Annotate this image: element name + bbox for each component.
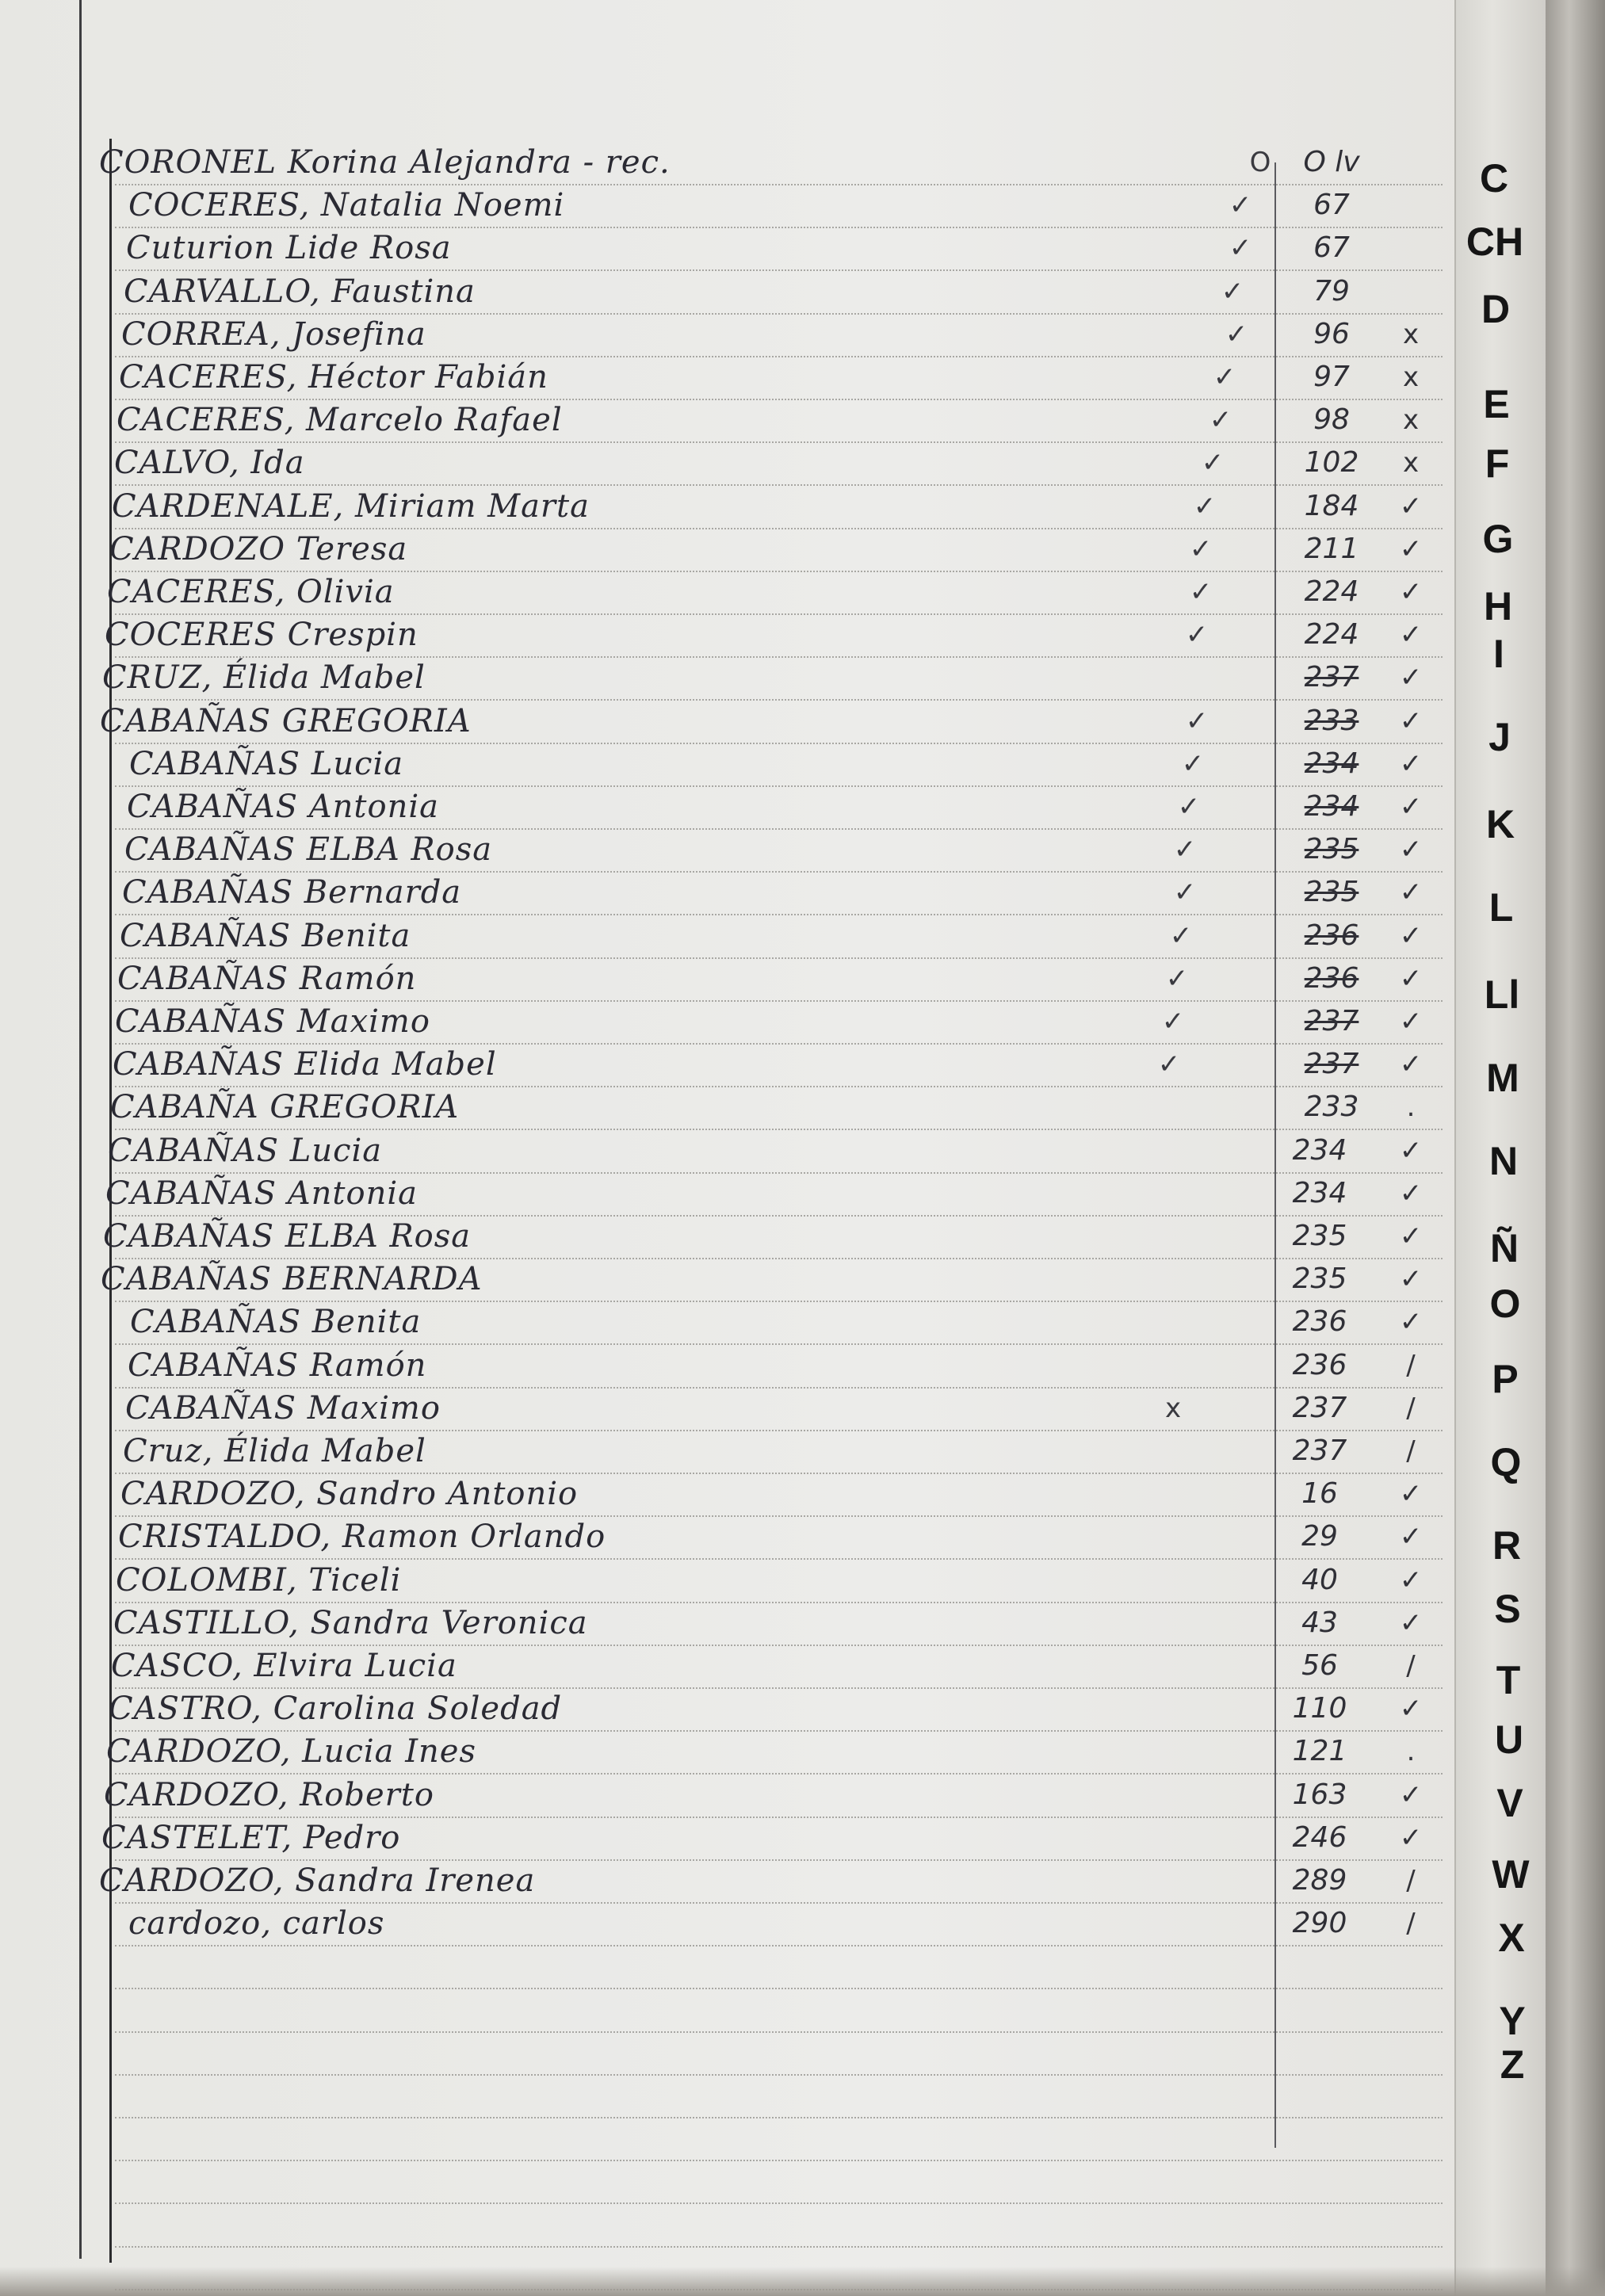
entry-tick-mark: x xyxy=(1402,318,1420,350)
entry-tick-mark: ✓ xyxy=(1399,1693,1423,1725)
index-tab-q[interactable]: Q xyxy=(1490,1440,1522,1484)
entry-check-mark: ✓ xyxy=(1209,404,1232,437)
entry-name: CALVO, Ida xyxy=(114,445,305,482)
entry-tick-mark: ✓ xyxy=(1399,747,1423,780)
entry-tick-mark: ✓ xyxy=(1399,619,1423,651)
entry-check-mark: ✓ xyxy=(1213,361,1236,393)
entry-number: 290 xyxy=(1292,1907,1347,1940)
entry-tick-mark: ✓ xyxy=(1399,919,1423,952)
entry-number: 235 xyxy=(1304,876,1359,909)
entry-number: 97 xyxy=(1313,361,1350,393)
entry-name: CABAÑAS Lucia xyxy=(108,1132,383,1169)
entry-check-mark xyxy=(1157,1732,1189,1771)
entry-number: 237 xyxy=(1304,661,1359,694)
entry-number: 235 xyxy=(1304,833,1359,866)
entry-tick-mark xyxy=(1391,272,1431,311)
entry-number: 67 xyxy=(1313,189,1350,222)
index-tab-f[interactable]: F xyxy=(1485,441,1510,486)
entry-tick-mark: ✓ xyxy=(1399,1263,1423,1296)
entry-name: CABAÑAS GREGORIA xyxy=(100,702,472,739)
entry-check-mark: ✓ xyxy=(1225,318,1248,350)
index-tab-z[interactable]: Z xyxy=(1500,2042,1525,2087)
entry-number: 233 xyxy=(1304,704,1359,737)
entry-number: 234 xyxy=(1292,1133,1347,1167)
entry-tick-mark: ✓ xyxy=(1399,962,1423,995)
entry-check-mark: O xyxy=(1249,147,1271,178)
entry-name: Cuturion Lide Rosa xyxy=(126,230,452,267)
entry-number: 224 xyxy=(1304,618,1359,651)
entry-tick-mark: ✓ xyxy=(1399,705,1423,737)
entry-check-mark: ✓ xyxy=(1173,834,1197,866)
entry-check-mark: ✓ xyxy=(1229,232,1252,265)
entry-check-mark xyxy=(1157,1087,1189,1127)
entry-number: 235 xyxy=(1292,1220,1347,1252)
entry-name: CRISTALDO, Ramon Orlando xyxy=(118,1519,606,1556)
entry-number: 102 xyxy=(1304,446,1359,479)
entry-check-mark: ✓ xyxy=(1185,619,1209,651)
entry-check-mark xyxy=(1157,1561,1189,1600)
entry-name: CABAÑAS Benita xyxy=(120,917,411,954)
entry-check-mark xyxy=(1157,1131,1189,1171)
entry-number: 110 xyxy=(1292,1692,1347,1725)
entry-name: CABAÑA GREGORIA xyxy=(110,1089,460,1126)
entry-name: CARDOZO, Lucia Ines xyxy=(106,1733,476,1771)
entry-number: 56 xyxy=(1301,1649,1338,1682)
entry-number: 236 xyxy=(1304,919,1359,952)
entry-number: 96 xyxy=(1313,317,1350,350)
entry-number: 163 xyxy=(1292,1778,1347,1811)
index-tab-e[interactable]: E xyxy=(1483,382,1510,426)
index-tab-w[interactable]: W xyxy=(1492,1852,1530,1897)
entry-name: CABAÑAS BERNARDA xyxy=(101,1261,483,1298)
entry-tick-mark: ✓ xyxy=(1399,1606,1423,1639)
entry-check-mark: ✓ xyxy=(1189,576,1213,608)
entry-tick-mark: ✓ xyxy=(1399,662,1423,694)
entry-tick-mark: ✓ xyxy=(1399,533,1423,565)
index-tab-p[interactable]: P xyxy=(1492,1357,1519,1401)
entry-name: COLOMBI, Ticeli xyxy=(116,1561,402,1599)
entry-name: CASTRO, Carolina Soledad xyxy=(109,1690,563,1728)
index-tab-u[interactable]: U xyxy=(1494,1717,1524,1762)
entry-check-mark xyxy=(1157,1689,1189,1729)
entry-check-mark xyxy=(1157,1259,1189,1299)
entry-check-mark xyxy=(1157,1174,1189,1213)
entry-check-mark: ✓ xyxy=(1185,705,1209,737)
entry-number: 237 xyxy=(1304,1005,1359,1037)
entry-check-mark: ✓ xyxy=(1177,791,1201,823)
entry-tick-mark: ✓ xyxy=(1399,1306,1423,1339)
entry-tick-mark: ✓ xyxy=(1399,1564,1423,1596)
entry-number: O lv xyxy=(1303,146,1360,178)
index-tab-j[interactable]: J xyxy=(1488,715,1511,759)
entry-tick-mark: / xyxy=(1406,1908,1416,1940)
entry-name: CACERES, Héctor Fabián xyxy=(119,359,548,395)
page-bottom-shadow xyxy=(0,2267,1605,2296)
entry-name: CABAÑAS Antonia xyxy=(127,789,439,825)
entry-check-mark xyxy=(1157,1474,1189,1514)
ruled-line xyxy=(115,2160,1443,2161)
entry-check-mark xyxy=(1157,1217,1189,1256)
entry-tick-mark: . xyxy=(1406,1091,1416,1124)
index-tab-l[interactable]: L xyxy=(1488,885,1514,930)
margin-line xyxy=(79,0,82,2259)
index-tab-k[interactable]: K xyxy=(1485,802,1515,846)
entry-name: cardozo, carlos xyxy=(128,1905,385,1943)
entry-number: 234 xyxy=(1292,1176,1347,1209)
entry-number: 211 xyxy=(1304,532,1359,565)
entry-name: CABAÑAS Bernarda xyxy=(122,874,462,911)
entry-name: CASTILLO, Sandra Veronica xyxy=(113,1604,588,1641)
entry-name: CABAÑAS Maximo xyxy=(125,1389,441,1427)
entry-name: CACERES, Olivia xyxy=(107,574,395,610)
entry-name: CORONEL Korina Alejandra - rec. xyxy=(99,144,671,181)
entry-number: 246 xyxy=(1292,1820,1347,1854)
entry-tick-mark: ✓ xyxy=(1399,1478,1423,1511)
entry-tick-mark: / xyxy=(1406,1349,1416,1381)
entry-name: CARDENALE, Miriam Marta xyxy=(112,487,590,525)
entry-number: 234 xyxy=(1304,747,1359,780)
entry-tick-mark: ✓ xyxy=(1399,1821,1423,1854)
entry-tick-mark: ✓ xyxy=(1399,1177,1423,1209)
entry-number: 236 xyxy=(1292,1348,1347,1381)
entry-name: CARDOZO, Sandra Irenea xyxy=(99,1862,536,1899)
entry-name: CABAÑAS Benita xyxy=(130,1304,422,1341)
index-tab-v[interactable]: V xyxy=(1496,1781,1523,1825)
entry-check-mark xyxy=(1157,1302,1189,1342)
entry-number: 98 xyxy=(1313,403,1350,437)
entry-check-mark: ✓ xyxy=(1157,1049,1181,1081)
entry-check-mark xyxy=(1157,1775,1189,1815)
index-tab-m[interactable]: M xyxy=(1486,1056,1519,1100)
ruled-line xyxy=(115,2202,1443,2204)
entry-tick-mark xyxy=(1391,185,1431,225)
entry-tick-mark: ✓ xyxy=(1399,1049,1423,1081)
index-tab-s[interactable]: S xyxy=(1494,1587,1521,1631)
entry-number: 184 xyxy=(1304,489,1359,522)
entry-tick-mark: ✓ xyxy=(1399,490,1423,522)
entry-tick-mark: ✓ xyxy=(1399,576,1423,608)
ruled-line xyxy=(115,2031,1443,2033)
index-tab-o[interactable]: O xyxy=(1489,1282,1521,1326)
entry-check-mark xyxy=(1157,1646,1189,1686)
ruled-line xyxy=(115,2117,1443,2118)
entry-number: 236 xyxy=(1304,961,1359,995)
entry-name: CARDOZO, Roberto xyxy=(104,1776,434,1813)
entry-name: CRUZ, Élida Mabel xyxy=(102,659,426,697)
entry-check-mark: ✓ xyxy=(1161,1006,1185,1037)
entry-name: CABAÑAS Lucia xyxy=(129,745,404,782)
entry-tick-mark: ✓ xyxy=(1399,834,1423,866)
entry-tick-mark: ✓ xyxy=(1399,791,1423,823)
entry-check-mark: ✓ xyxy=(1173,877,1197,909)
entry-name: COCERES Crespin xyxy=(105,617,418,654)
entry-name: CABAÑAS Maximo xyxy=(115,1003,430,1040)
ruled-line xyxy=(115,1988,1443,1989)
index-tab-r[interactable]: R xyxy=(1492,1523,1522,1568)
entry-name: COCERES, Natalia Noemi xyxy=(128,187,565,224)
entry-check-mark xyxy=(1157,1861,1189,1901)
index-tab-i[interactable]: I xyxy=(1493,632,1504,676)
entry-check-mark: ✓ xyxy=(1221,275,1244,308)
entry-name: Cruz, Élida Mabel xyxy=(123,1433,426,1469)
entry-tick-mark: x xyxy=(1402,404,1420,437)
index-tab-d[interactable]: D xyxy=(1481,287,1511,331)
entry-number: 16 xyxy=(1301,1477,1338,1511)
entry-number: 234 xyxy=(1304,790,1359,823)
entry-check-mark xyxy=(1157,1346,1189,1385)
entry-name: CARDOZO, Sandro Antonio xyxy=(120,1476,579,1513)
entry-tick-mark: x xyxy=(1402,361,1420,393)
entry-check-mark xyxy=(1181,658,1213,697)
entry-tick-mark: / xyxy=(1406,1865,1416,1897)
entry-number: 121 xyxy=(1292,1735,1347,1768)
entry-name: CASCO, Elvira Lucia xyxy=(111,1648,457,1684)
entry-name: CASTELET, Pedro xyxy=(101,1819,401,1856)
ruled-line xyxy=(115,2074,1443,2076)
page-edge xyxy=(1546,0,1605,2296)
index-tab-y[interactable]: Y xyxy=(1499,1999,1526,2043)
entry-name: CABAÑAS Antonia xyxy=(105,1175,418,1212)
entry-name: CABAÑAS ELBA Rosa xyxy=(103,1218,472,1255)
entry-number: 235 xyxy=(1292,1263,1347,1296)
entry-name: CARVALLO, Faustina xyxy=(124,273,476,310)
entry-tick-mark: ✓ xyxy=(1399,877,1423,909)
entry-check-mark: ✓ xyxy=(1165,962,1189,995)
entry-number: 40 xyxy=(1301,1563,1338,1596)
entry-name: CACERES, Marcelo Rafael xyxy=(117,402,563,439)
entry-number: 237 xyxy=(1292,1435,1347,1467)
entry-number: 233 xyxy=(1304,1091,1359,1124)
ruled-line xyxy=(115,2246,1443,2248)
index-tab-ñ[interactable]: Ñ xyxy=(1489,1226,1519,1270)
entry-check-mark: ✓ xyxy=(1229,189,1252,222)
entry-number: 289 xyxy=(1292,1864,1347,1897)
entry-number: 237 xyxy=(1292,1391,1347,1424)
entry-number: 43 xyxy=(1301,1606,1338,1639)
entry-tick-mark: ✓ xyxy=(1399,1521,1423,1553)
entry-name: CORREA, Josefina xyxy=(121,315,426,353)
entry-check-mark: ✓ xyxy=(1189,533,1213,565)
entry-tick-mark: / xyxy=(1406,1650,1416,1682)
index-tab-g[interactable]: G xyxy=(1482,517,1514,561)
index-tab-t[interactable]: T xyxy=(1496,1658,1521,1702)
entry-name: CABAÑAS Elida Mabel xyxy=(113,1046,497,1083)
entry-tick-mark xyxy=(1391,228,1431,268)
entry-check-mark: x xyxy=(1164,1392,1182,1424)
entry-check-mark xyxy=(1157,1431,1189,1471)
entry-check-mark: ✓ xyxy=(1169,919,1193,952)
entry-number: 67 xyxy=(1313,231,1350,265)
ruled-line xyxy=(115,1945,1443,1946)
entry-name: CABAÑAS Ramón xyxy=(128,1347,427,1384)
entry-check-mark: ✓ xyxy=(1201,447,1225,479)
entry-tick-mark: / xyxy=(1406,1435,1416,1467)
entry-tick-mark: ✓ xyxy=(1399,1006,1423,1037)
entry-number: 79 xyxy=(1313,274,1350,308)
entry-check-mark xyxy=(1157,1603,1189,1643)
index-tab-h[interactable]: H xyxy=(1483,584,1513,628)
entry-check-mark: ✓ xyxy=(1181,747,1205,780)
entry-name: CARDOZO Teresa xyxy=(109,530,408,567)
entry-tick-mark: / xyxy=(1406,1392,1416,1424)
entry-tick-mark: ✓ xyxy=(1399,1778,1423,1811)
entry-tick-mark: ✓ xyxy=(1399,1134,1423,1167)
entry-number: 29 xyxy=(1301,1520,1338,1553)
index-tab-x[interactable]: X xyxy=(1498,1916,1525,1960)
entry-name: CABAÑAS Ramón xyxy=(117,960,417,997)
entry-tick-mark: x xyxy=(1402,447,1420,479)
index-tab-ch[interactable]: CH xyxy=(1466,220,1524,264)
index-tab-n[interactable]: N xyxy=(1488,1139,1519,1183)
entry-number: 236 xyxy=(1292,1305,1347,1339)
entry-check-mark: ✓ xyxy=(1193,490,1217,522)
entry-check-mark xyxy=(1157,1517,1189,1557)
entry-check-mark xyxy=(1157,1904,1189,1943)
entry-tick-mark: ✓ xyxy=(1399,1221,1423,1252)
entry-tick-mark xyxy=(1391,143,1431,182)
index-tab-ll[interactable]: Ll xyxy=(1484,972,1520,1017)
entry-check-mark xyxy=(1157,1818,1189,1858)
entry-number: 237 xyxy=(1304,1048,1359,1081)
entry-tick-mark: . xyxy=(1406,1736,1416,1768)
entry-name: CABAÑAS ELBA Rosa xyxy=(124,831,493,869)
entry-number: 224 xyxy=(1304,575,1359,608)
index-tab-c[interactable]: C xyxy=(1479,156,1509,201)
